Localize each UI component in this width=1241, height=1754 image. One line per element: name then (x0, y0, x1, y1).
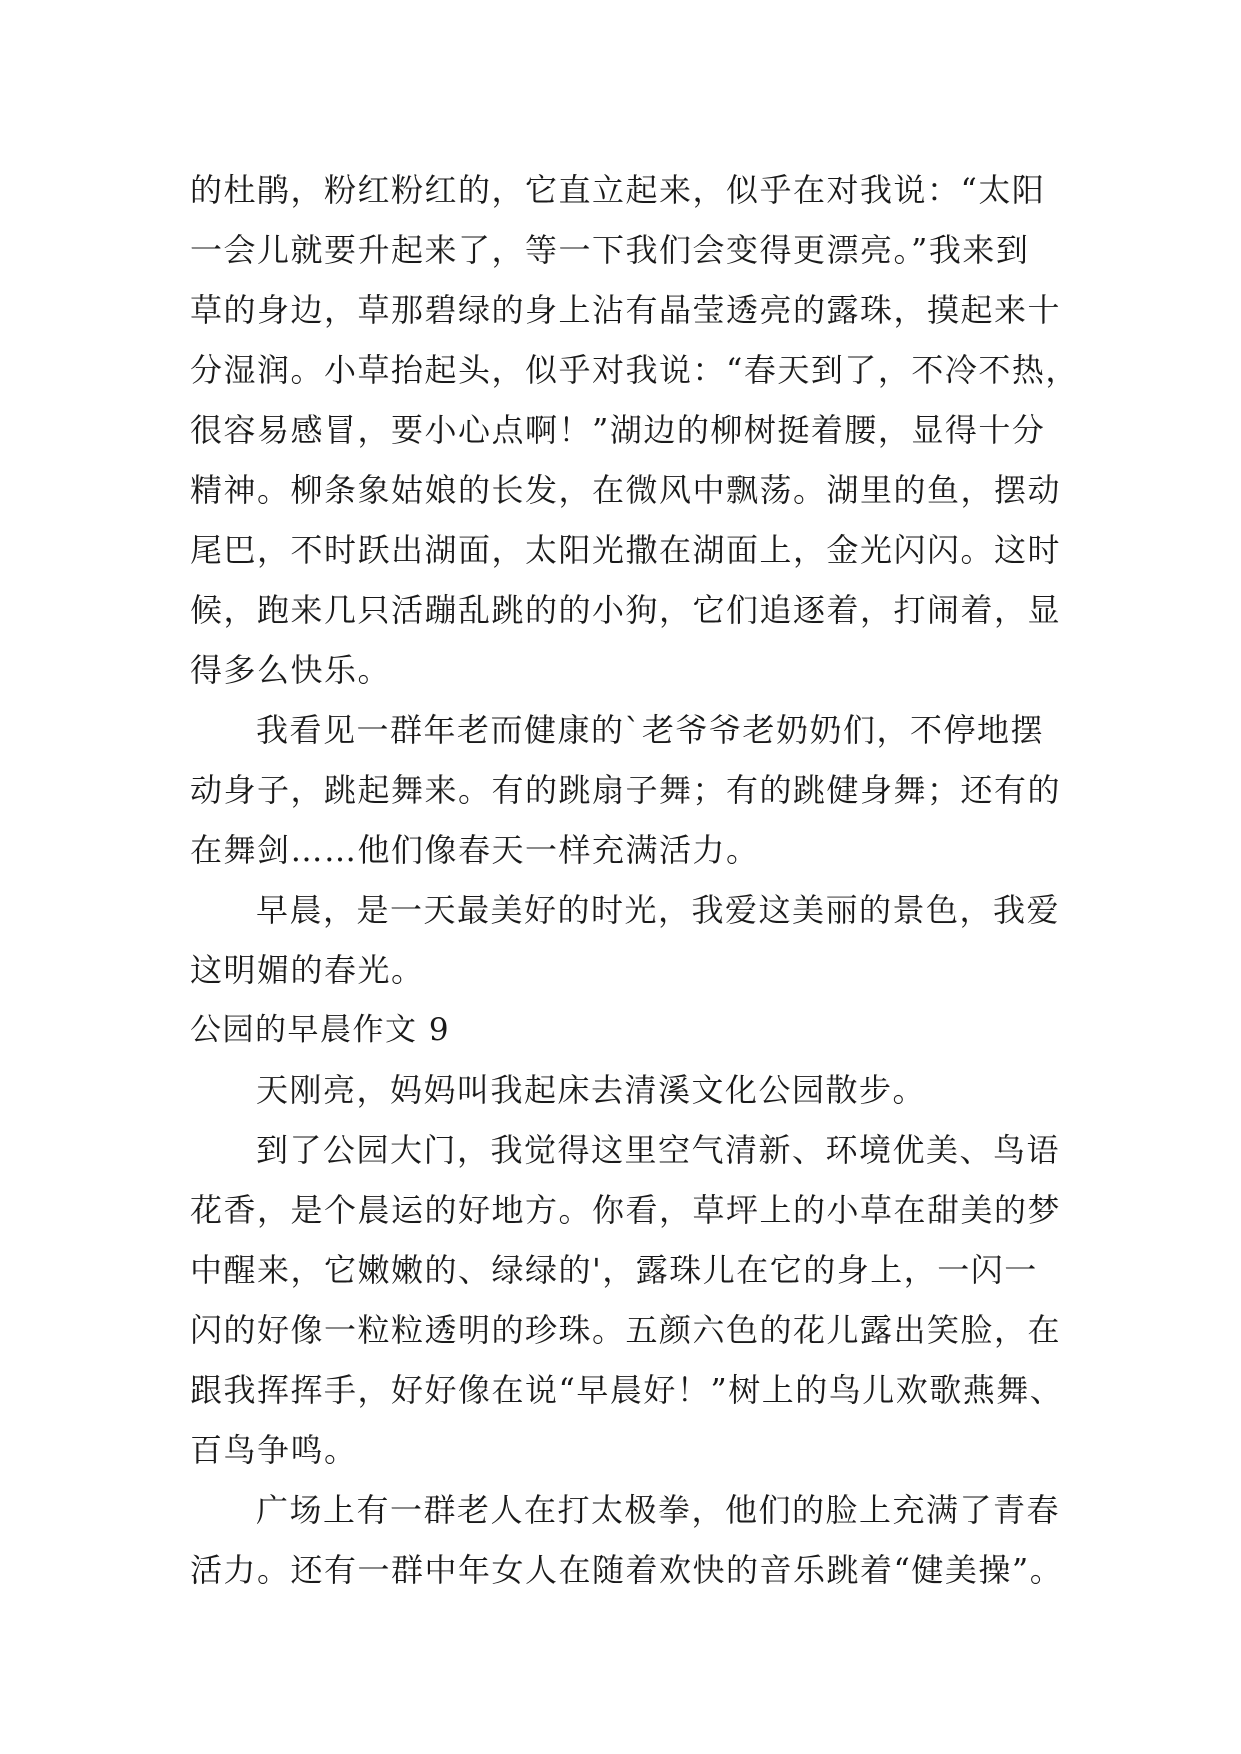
section-heading: 公园的早晨作文 9 (190, 1012, 451, 1048)
paragraph (190, 880, 1070, 1000)
text-line: 我看见一群年老而健康的`老爷爷老奶奶们，不停地摆 (256, 711, 1045, 749)
text-line: 精神。柳条象姑娘的长发，在微风中飘荡。湖里的鱼，摆动 (190, 471, 1062, 509)
text-line: 这明媚的春光。 (190, 951, 425, 989)
paragraph (190, 160, 1079, 700)
text-line: 中醒来，它嫩嫩的、绿绿的'，露珠儿在它的身上，一闪一 (190, 1251, 1038, 1289)
text-line: 到了公园大门，我觉得这里空气清新、环境优美、鸟语 (256, 1131, 1061, 1169)
text-line: 花香，是个晨运的好地方。你看，草坪上的小草在甜美的梦 (190, 1191, 1062, 1229)
text-line: 跟我挥挥手，好好像在说“早晨好！”树上的鸟儿欢歌燕舞、 (190, 1371, 1064, 1409)
text-line: 广场上有一群老人在打太极拳，他们的脸上充满了青春 (256, 1491, 1061, 1529)
text-line: 动身子，跳起舞来。有的跳扇子舞；有的跳健身舞；还有的 (190, 771, 1062, 809)
text-line: 天刚亮，妈妈叫我起床去清溪文化公园散步。 (256, 1071, 927, 1109)
paragraph (190, 1480, 1070, 1600)
document-body (190, 160, 1079, 1600)
text-line: 很容易感冒，要小心点啊！”湖边的柳树挺着腰，显得十分 (190, 411, 1046, 449)
text-line: 草的身边，草那碧绿的身上沾有晶莹透亮的露珠，摸起来十 (190, 291, 1062, 329)
text-line: 尾巴，不时跃出湖面，太阳光撒在湖面上，金光闪闪。这时 (190, 531, 1062, 569)
text-line: 候，跑来几只活蹦乱跳的的小狗，它们追逐着，打闹着，显 (190, 591, 1062, 629)
text-line: 分湿润。小草抬起头，似乎对我说：“春天到了，不冷不热， (190, 351, 1079, 389)
paragraph (190, 1120, 1070, 1480)
paragraph (190, 1060, 1070, 1120)
text-line: 一会儿就要升起来了，等一下我们会变得更漂亮。”我来到 (190, 231, 1030, 269)
text-line: 闪的好像一粒粒透明的珍珠。五颜六色的花儿露出笑脸，在 (190, 1311, 1062, 1349)
text-line: 得多么快乐。 (190, 651, 392, 689)
text-line: 早晨，是一天最美好的时光，我爱这美丽的景色，我爱 (256, 891, 1061, 929)
text-line: 百鸟争鸣。 (190, 1431, 358, 1469)
text-line: 的杜鹃，粉红粉红的，它直立起来，似乎在对我说：“太阳 (190, 171, 1046, 209)
text-line: 在舞剑……他们像春天一样充满活力。 (190, 831, 760, 869)
text-line: 活力。还有一群中年女人在随着欢快的音乐跳着“健美操”。 (190, 1551, 1064, 1589)
paragraph (190, 700, 1070, 880)
